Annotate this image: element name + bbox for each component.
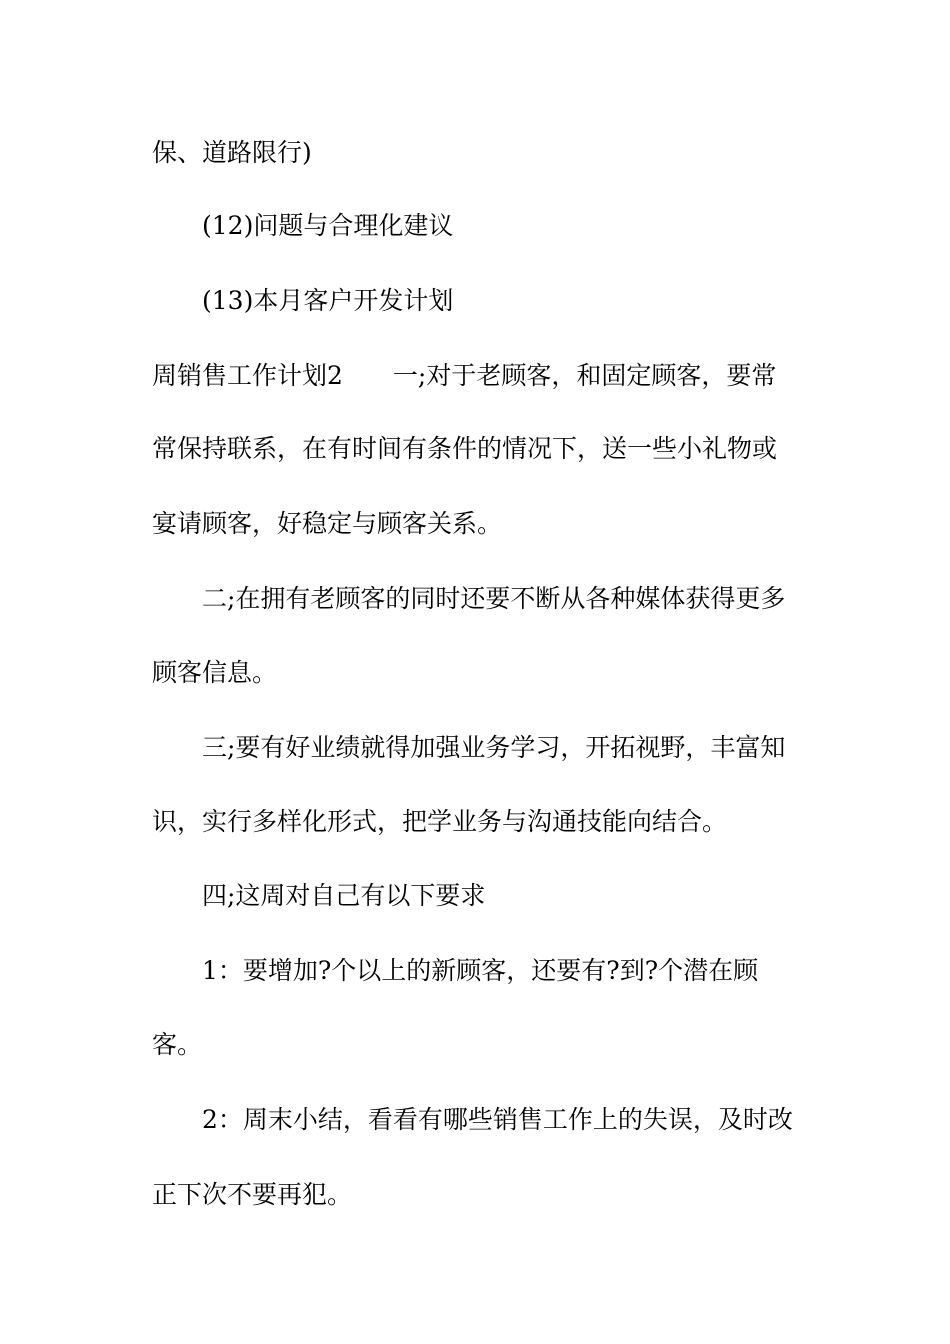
- text-line: 顾客信息。: [152, 658, 278, 687]
- text-line: (12)问题与合理化建议: [202, 211, 454, 240]
- text-line: 三;要有好业绩就得加强业务学习，开拓视野，丰富知: [202, 733, 786, 762]
- text-line: 宴请顾客，好稳定与顾客关系。: [152, 509, 503, 538]
- text-line: (13)本月客户开发计划: [202, 286, 454, 315]
- text-line: 客。: [152, 1030, 203, 1059]
- text-line: 保、道路限行): [152, 138, 312, 167]
- text-line: 识，实行多样化形式，把学业务与沟通技能向结合。: [152, 807, 728, 836]
- text-line: 常保持联系，在有时间有条件的情况下，送一些小礼物或: [152, 434, 778, 463]
- text-line: 二;在拥有老顾客的同时还要不断从各种媒体获得更多: [202, 584, 786, 613]
- text-line: 周销售工作计划2 一;对于老顾客，和固定顾客，要常: [152, 361, 777, 390]
- text-line: 四;这周对自己有以下要求: [202, 881, 486, 910]
- text-line: 2：周末小结，看看有哪些销售工作上的失误，及时改: [202, 1105, 793, 1134]
- text-line: 正下次不要再犯。: [152, 1180, 353, 1209]
- text-line: 1：要增加?个以上的新顾客，还要有?到?个潜在顾: [202, 956, 759, 985]
